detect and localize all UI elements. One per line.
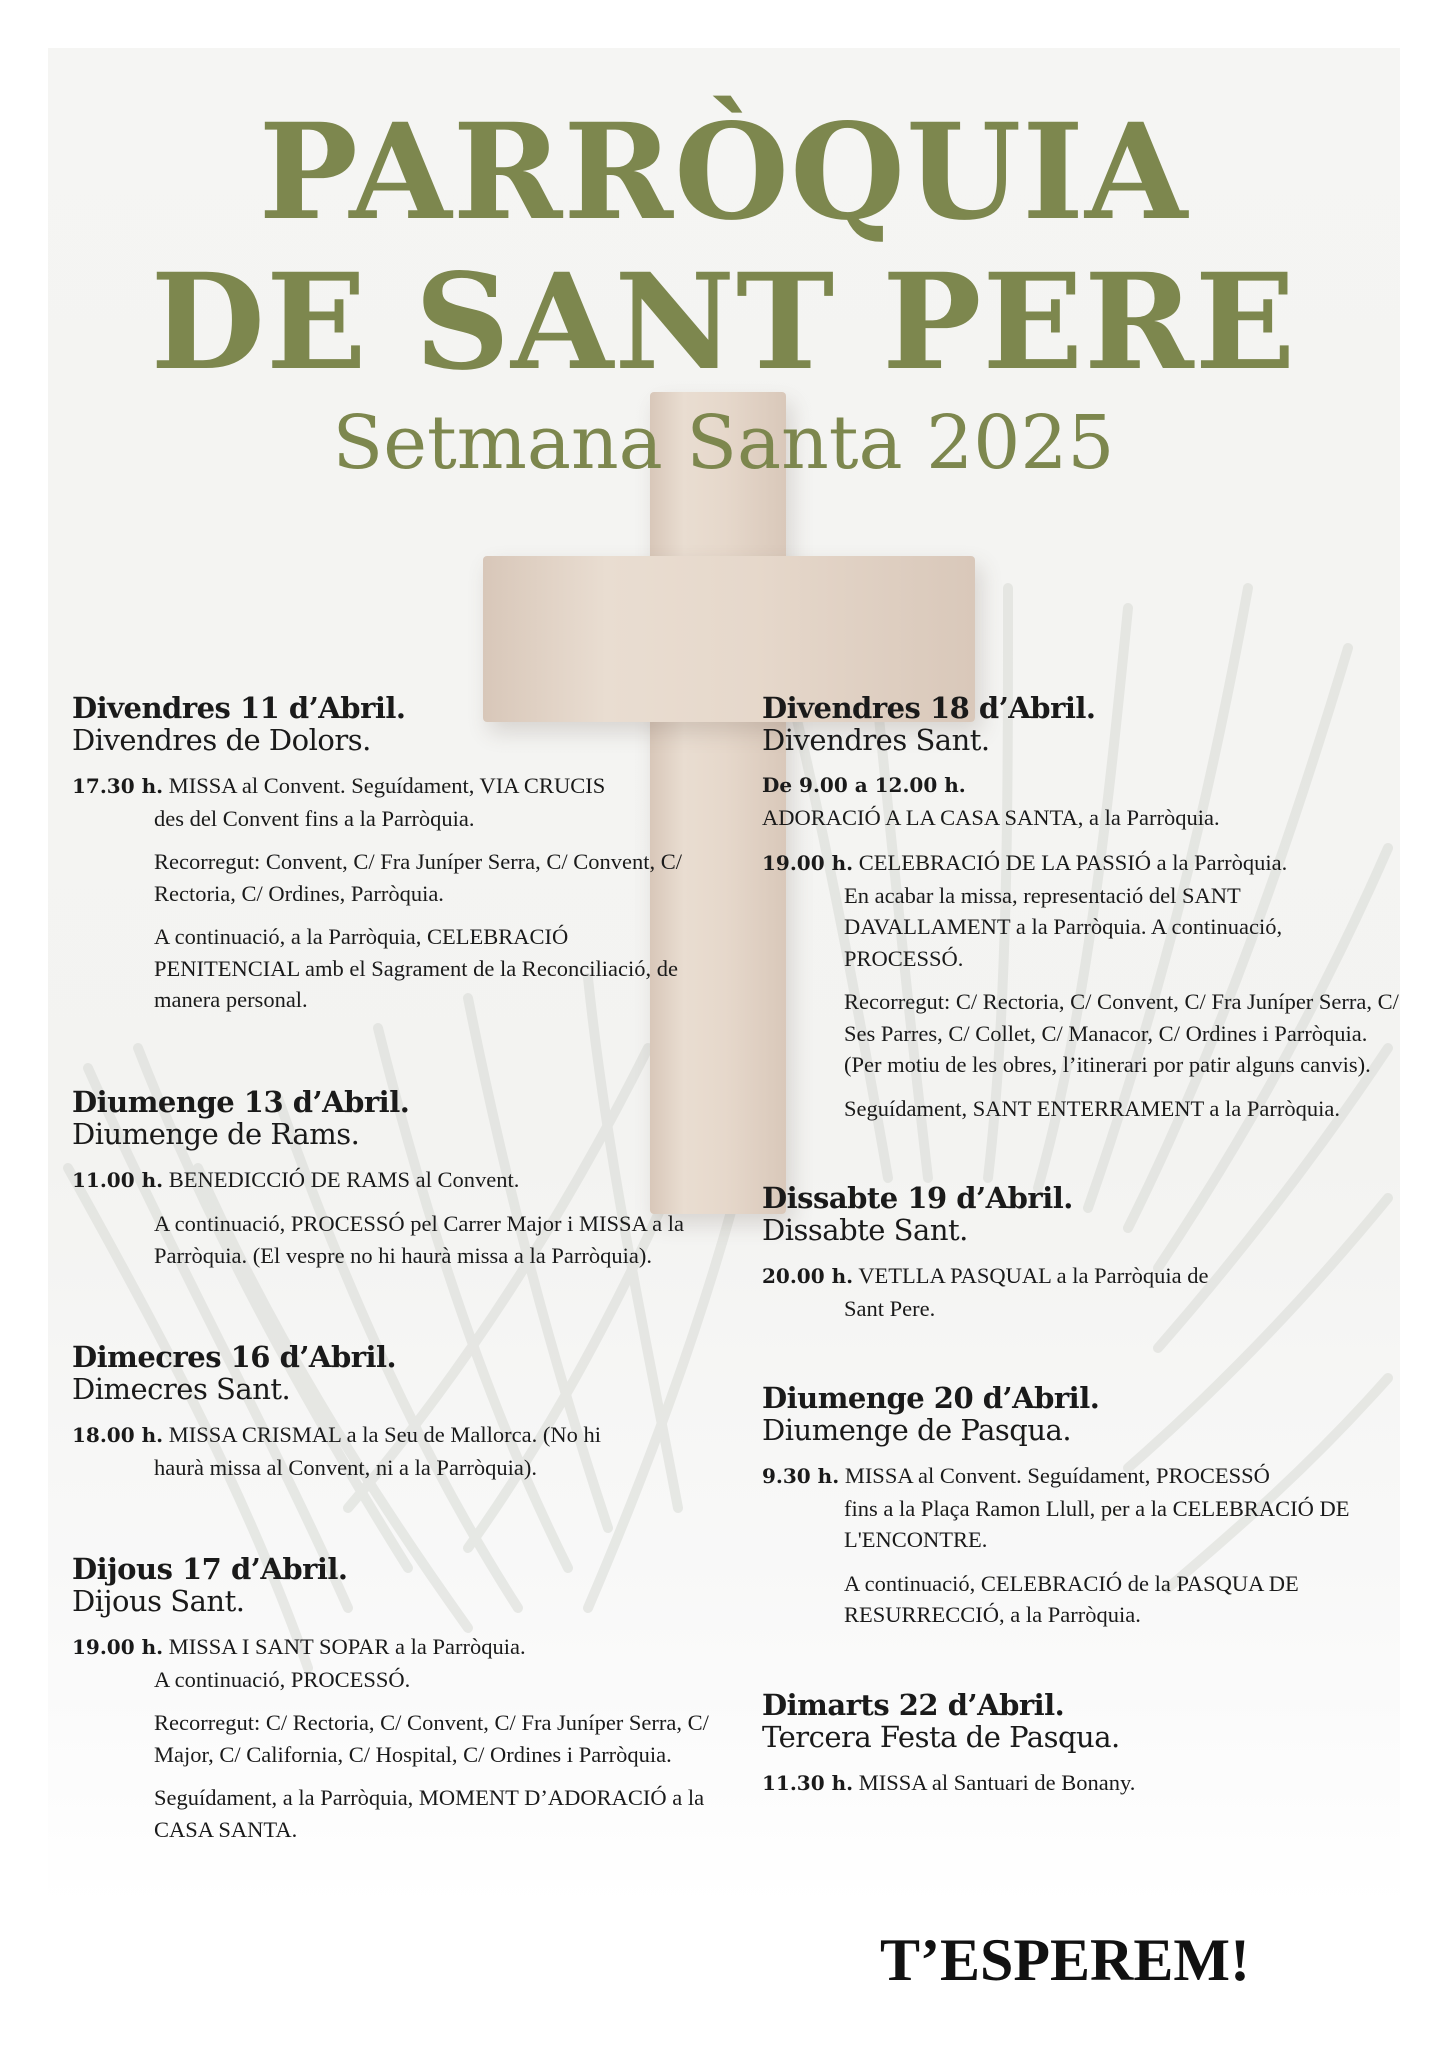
event <box>762 770 1402 833</box>
day-heading: Divendres 11 d’Abril. <box>72 691 406 725</box>
left-schedule-column <box>72 692 712 1859</box>
day-subheading: Divendres Sant. <box>762 723 990 757</box>
event-text-continued: ADORACIÓ A LA CASA SANTA, a la Parròquia. <box>762 804 1220 830</box>
event <box>762 847 1402 1124</box>
event <box>72 1164 712 1272</box>
day-subheading: Tercera Festa de Pasqua. <box>762 1719 1120 1754</box>
event <box>72 1419 712 1483</box>
title-line-1: PARRÒQUIA <box>258 95 1189 250</box>
event <box>72 770 712 1016</box>
day-heading: Dimarts 22 d’Abril. <box>762 1687 1065 1722</box>
event-first-line <box>762 1460 1402 1493</box>
event-text: MISSA I SANT SOPAR a la Parròquia. <box>168 1634 526 1659</box>
subtitle: Setmana Santa 2025 <box>332 400 1115 486</box>
event-time: 19.00 h. <box>762 851 854 875</box>
event-time: 11.00 h. <box>72 1167 164 1192</box>
event <box>762 1260 1402 1324</box>
event-text: VETLLA PASQUAL a la Parròquia de <box>858 1263 1209 1288</box>
event-time: 11.30 h. <box>762 1770 854 1795</box>
event-time: De 9.00 a 12.00 h. <box>762 773 966 797</box>
event-time: 9.30 h. <box>762 1464 840 1488</box>
day-section <box>72 1341 712 1483</box>
event-text-continued: En acabar la missa, representació del SANT DAVALLAMENT a la Parròquia. A continuació, PROCESSÓ. <box>844 882 1283 971</box>
event-paragraph: Recorregut: C/ Rectoria, C/ Convent, C/ Fra Juníper Serra, C/ Major, C/ California, C/ Hospital, C/ Ordines i Parròquia. <box>154 1710 709 1767</box>
day-subheading: Diumenge de Rams. <box>72 1116 360 1151</box>
day-section <box>72 1086 712 1272</box>
event-first-line <box>72 1419 712 1452</box>
event-text-continued: haurà missa al Convent, ni a la Parròquia). <box>154 1454 538 1480</box>
event-text: MISSA CRISMAL a la Seu de Mallorca. (No hi <box>168 1422 601 1447</box>
day-section <box>762 692 1402 1124</box>
day-heading: Divendres 18 d’Abril. <box>762 691 1096 725</box>
event-time: 19.00 h. <box>72 1635 164 1659</box>
event <box>762 1767 1402 1800</box>
day-subheading: Dimecres Sant. <box>72 1372 291 1406</box>
event <box>72 1631 712 1845</box>
event-text-continued: A continuació, PROCESSÓ. <box>154 1666 411 1692</box>
closing-message: T’ESPEREM! <box>880 1927 1251 1993</box>
event-text: MISSA al Convent. Seguídament, VIA CRUCIS <box>168 773 606 798</box>
event-time: 20.00 h. <box>762 1264 854 1288</box>
day-subheading: Dissabte Sant. <box>762 1213 968 1247</box>
event-paragraph: A continuació, PROCESSÓ pel Carrer Major i MISSA a la Parròquia. (El vespre no hi haurà missa a la Parròquia). <box>154 1211 684 1268</box>
day-subheading: Dijous Sant. <box>72 1584 245 1618</box>
day-heading: Dijous 17 d’Abril. <box>72 1552 348 1586</box>
event-paragraph: A continuació, a la Parròquia, CELEBRACIÓ PENITENCIAL amb el Sagrament de la Reconciliació, de manera personal. <box>154 924 678 1012</box>
event-paragraph: Recorregut: Convent, C/ Fra Juníper Serra, C/ Convent, C/ Rectoria, C/ Ordines, Parròquia. <box>154 849 683 906</box>
event-time: 18.00 h. <box>72 1423 164 1447</box>
event-text: MISSA al Convent. Seguídament, PROCESSÓ <box>844 1463 1270 1488</box>
day-section <box>762 1182 1402 1324</box>
event-text-continued: des del Convent fins a la Parròquia. <box>154 805 475 831</box>
event-paragraph: Recorregut: C/ Rectoria, C/ Convent, C/ Fra Juníper Serra, C/ Ses Parres, C/ Collet, C/ Manacor, C/ Ordines i Parròquia. (Per motiu de les obres, l’itinerari por patir alguns canvis). <box>844 989 1399 1077</box>
event-first-line <box>72 1631 712 1664</box>
event-text: MISSA al Santuari de Bonany. <box>858 1769 1136 1795</box>
event-first-line <box>72 770 712 803</box>
event-text-continued: fins a la Plaça Ramon Llull, per a la CELEBRACIÓ DE L'ENCONTRE. <box>844 1495 1350 1552</box>
event-paragraph: Seguídament, a la Parròquia, MOMENT D’ADORACIÓ a la CASA SANTA. <box>154 1785 705 1842</box>
event-text-continued: Sant Pere. <box>844 1295 936 1321</box>
day-heading: Dimecres 16 d’Abril. <box>72 1340 397 1374</box>
event-paragraph: A continuació, CELEBRACIÓ de la PASQUA DE RESURRECCIÓ, a la Parròquia. <box>844 1570 1299 1627</box>
event-first-line <box>762 1260 1402 1293</box>
day-heading: Diumenge 13 d’Abril. <box>72 1084 410 1119</box>
right-schedule-column <box>762 692 1402 1813</box>
day-section <box>72 692 712 1016</box>
event-first-line <box>72 1164 712 1197</box>
day-subheading: Diumenge de Pasqua. <box>762 1413 1072 1447</box>
day-section <box>762 1689 1402 1800</box>
day-heading: Diumenge 20 d’Abril. <box>762 1381 1100 1415</box>
event-first-line <box>762 1767 1402 1800</box>
event-text: BENEDICCIÓ DE RAMS al Convent. <box>168 1166 520 1192</box>
event-first-line <box>762 847 1402 880</box>
event-text: CELEBRACIÓ DE LA PASSIÓ a la Parròquia. <box>858 850 1288 875</box>
event-paragraph: Seguídament, SANT ENTERRAMENT a la Parròquia. <box>844 1095 1340 1121</box>
day-section <box>72 1553 712 1845</box>
title-line-2: DE SANT PERE <box>150 245 1297 400</box>
day-heading: Dissabte 19 d’Abril. <box>762 1181 1073 1215</box>
event-time: 17.30 h. <box>72 774 164 798</box>
event <box>762 1460 1402 1631</box>
day-section <box>762 1382 1402 1631</box>
day-subheading: Divendres de Dolors. <box>72 723 371 757</box>
